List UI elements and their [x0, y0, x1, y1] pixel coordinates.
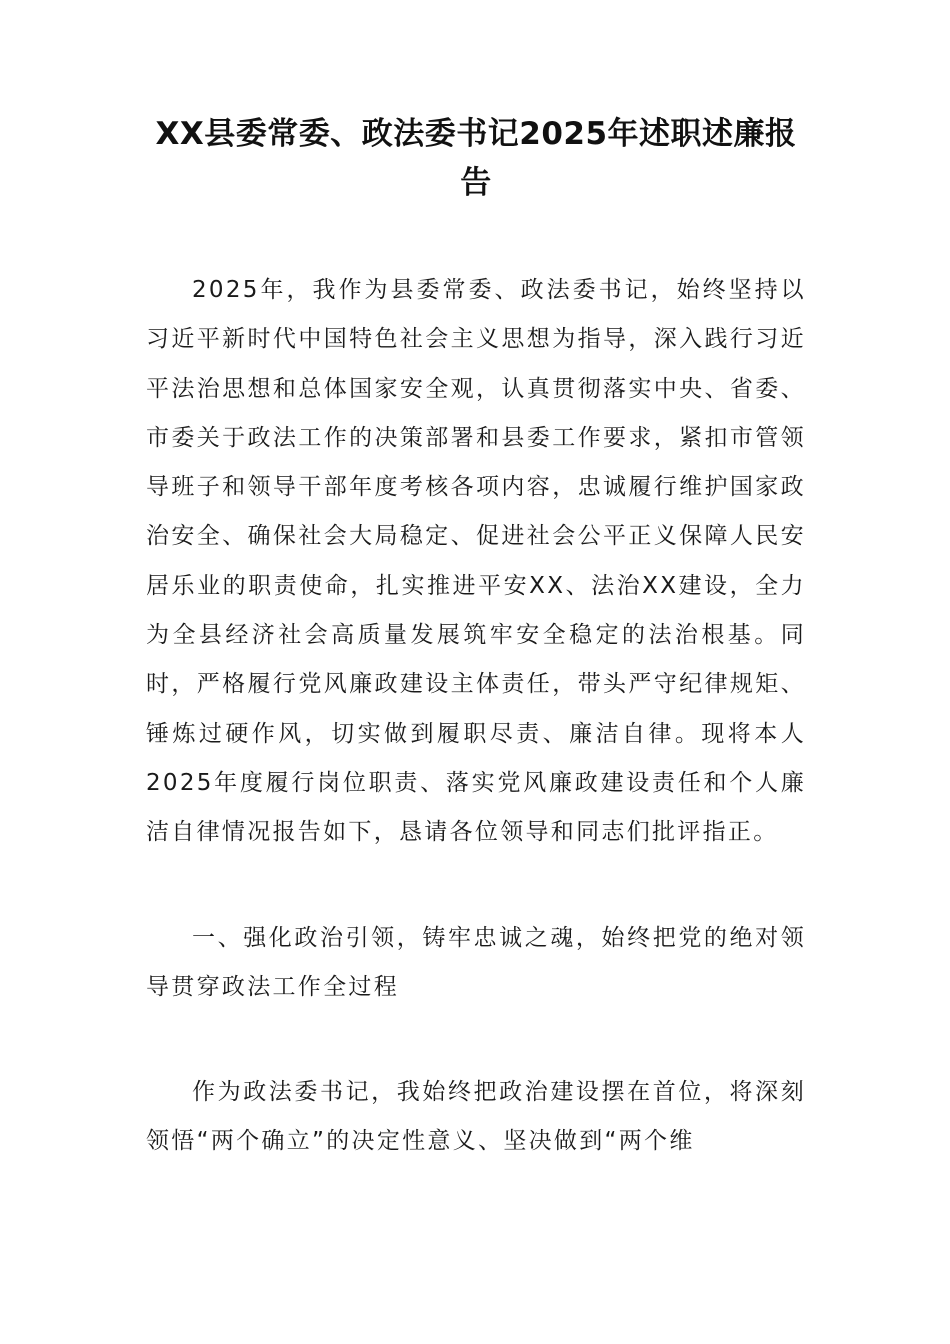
- intro-paragraph: 2025年，我作为县委常委、政法委书记，始终坚持以习近平新时代中国特色社会主义思想为指导，深入践行习近平法治思想和总体国家安全观，认真贯彻落实中央、省委、市委关于政法工作的决策部署和县委工作要求，紧扣市管领导班子和领导干部年度考核各项内容，忠诚履行维护国家政治安全、确保社会大局稳定、促进社会公平正义保障人民安居乐业的职责使命，扎实推进平安XX、法治XX建设，全力为全县经济社会高质量发展筑牢安全稳定的法治根基。同时，严格履行党风廉政建设主体责任，带头严守纪律规矩、锤炼过硬作风，切实做到履职尽责、廉洁自律。现将本人2025年度履行岗位职责、落实党风廉政建设责任和个人廉洁自律情况报告如下，恳请各位领导和同志们批评指正。: [146, 277, 806, 846]
- body-paragraph: 作为政法委书记，我始终把政治建设摆在首位，将深刻领悟“两个确立”的决定性意义、坚决做到“两个维: [146, 1079, 806, 1155]
- section-heading: 一、强化政治引领，铸牢忠诚之魂，始终把党的绝对领导贯穿政法工作全过程: [146, 924, 806, 1000]
- document-title: XX县委常委、政法委书记2025年述职述廉报告: [155, 116, 797, 201]
